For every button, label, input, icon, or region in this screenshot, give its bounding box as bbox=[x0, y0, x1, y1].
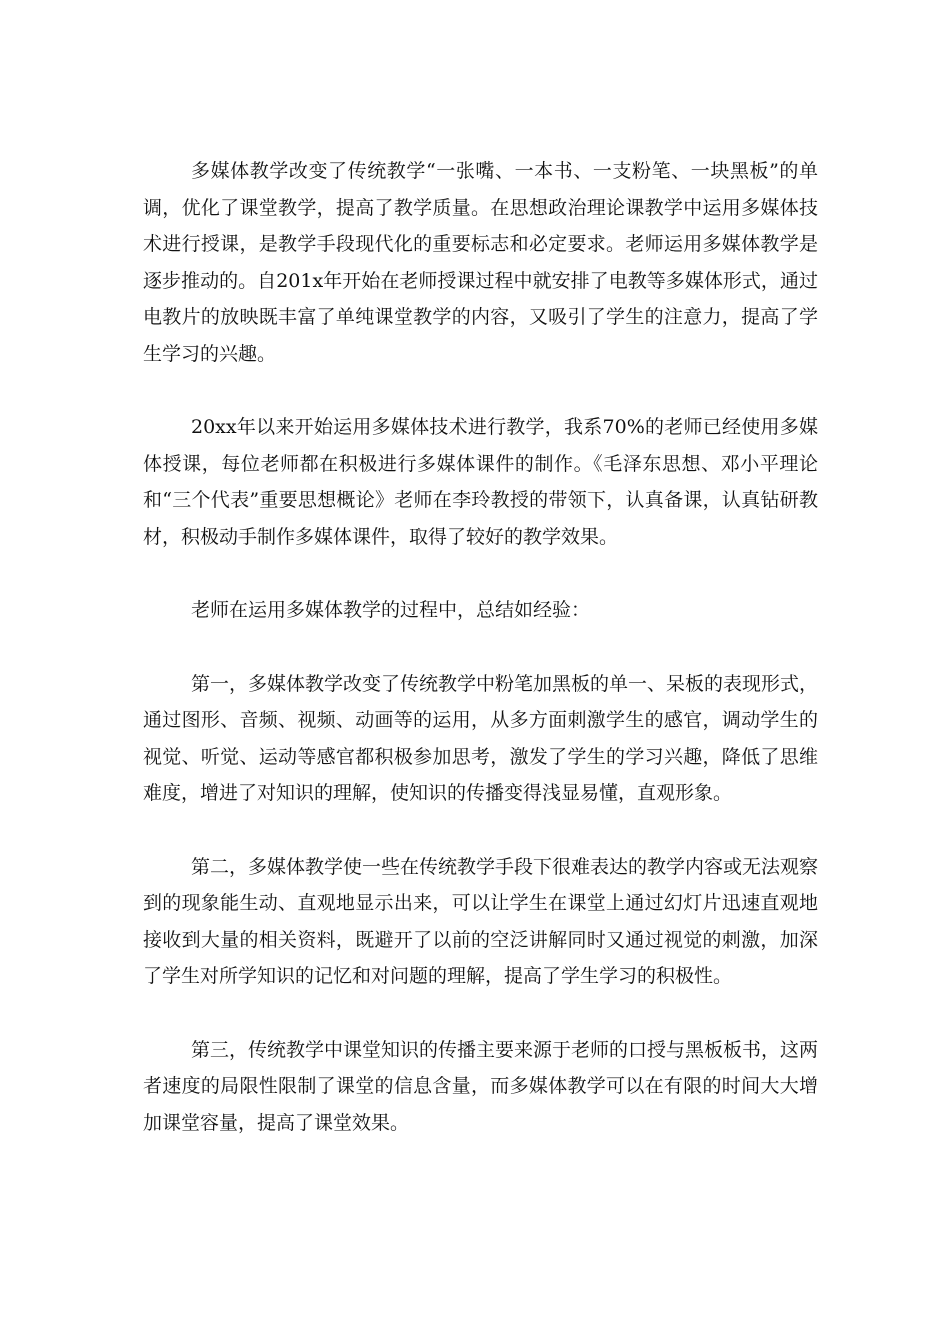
paragraph-intro: 多媒体教学改变了传统教学“一张嘴、一本书、一支粉笔、一块黑板”的单调，优化了课堂教学，提高了教学质量。在思想政治理论课教学中运用多媒体技术进行授课，是教学手段现代化的重要标志和必定要求。老师运用多媒体教学是逐步推动的。自201x年开始在老师授课过程中就安排了电教等多媒体形式，通过电教片的放映既丰富了单纯课堂教学的内容，又吸引了学生的注意力，提高了学生学习的兴趣。 bbox=[143, 160, 818, 365]
paragraph-summary-lead: 老师在运用多媒体教学的过程中，总结如经验： bbox=[191, 599, 591, 621]
paragraph-adoption: 20xx年以来开始运用多媒体技术进行教学，我系70%的老师已经使用多媒体授课，每位老师都在积极进行多媒体课件的制作。《毛泽东思想、邓小平理论和“三个代表”重要思想概论》老师在李玲教授的带领下，认真备课，认真钻研教材，积极动手制作多媒体课件，取得了较好的教学效果。 bbox=[143, 416, 818, 548]
paragraph-point-two: 第二，多媒体教学使一些在传统教学手段下很难表达的教学内容或无法观察到的现象能生动、直观地显示出来，可以让学生在课堂上通过幻灯片迅速直观地接收到大量的相关资料，既避开了以前的空泛讲解同时又通过视觉的刺激，加深了学生对所学知识的记忆和对问题的理解，提高了学生学习的积极性。 bbox=[143, 855, 819, 987]
document-body bbox=[143, 153, 818, 1178]
paragraph-point-one: 第一，多媒体教学改变了传统教学中粉笔加黑板的单一、呆板的表现形式，通过图形、音频、视频、动画等的运用，从多方面刺激学生的感官，调动学生的视觉、听觉、运动等感官都积极参加思考，激发了学生的学习兴趣，降低了思维难度，增进了对知识的理解，使知识的传播变得浅显易懂，直观形象。 bbox=[143, 672, 819, 804]
paragraph-point-three: 第三，传统教学中课堂知识的传播主要来源于老师的口授与黑板板书，这两者速度的局限性限制了课堂的信息含量，而多媒体教学可以在有限的时间大大增加课堂容量，提高了课堂效果。 bbox=[143, 1038, 819, 1134]
